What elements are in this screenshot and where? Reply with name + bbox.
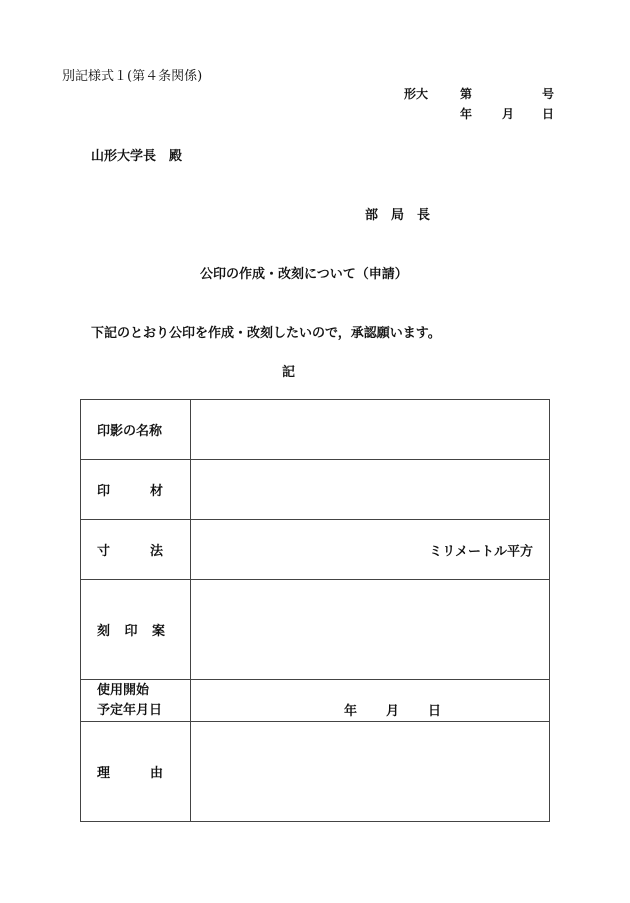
document-title: 公印の作成・改刻について（申請） (200, 267, 408, 282)
seal-name-label: 印影の名称 (81, 400, 191, 460)
material-value[interactable] (191, 460, 550, 520)
engraving-draft-value[interactable] (191, 580, 550, 680)
table-row (81, 722, 550, 822)
body-text: 下記のとおり公印を作成・改刻したいので，承認願います。 (91, 326, 441, 341)
form-reference: 別記様式１(第４条関係) (62, 69, 203, 84)
header-date-month: 月 (502, 107, 515, 121)
start-date-day: 日 (428, 704, 442, 719)
doc-number-go: 号 (542, 87, 555, 101)
reason-label: 理 由 (81, 722, 191, 822)
table-row (81, 580, 550, 680)
start-date-month: 月 (386, 704, 400, 719)
size-label: 寸 法 (81, 520, 191, 580)
doc-number-dai: 第 (460, 87, 473, 101)
table-row (81, 520, 550, 580)
start-date-year: 年 (344, 704, 358, 719)
reason-value[interactable] (191, 722, 550, 822)
ki-marker: 記 (282, 365, 296, 380)
doc-number-prefix: 形大 (404, 87, 429, 101)
material-label: 印 材 (81, 460, 191, 520)
table-row (81, 680, 550, 722)
size-unit: ミリメートル平方 (429, 544, 533, 559)
table-row (81, 400, 550, 460)
seal-name-value[interactable] (191, 400, 550, 460)
header-date-day: 日 (542, 107, 555, 121)
start-date-label: 使用開始 予定年月日 (81, 680, 191, 722)
engraving-draft-label: 刻 印 案 (81, 580, 191, 680)
table-row (81, 460, 550, 520)
header-date-year: 年 (460, 107, 473, 121)
application-table (80, 399, 550, 822)
size-value[interactable] (191, 520, 550, 580)
sender: 部 局 長 (365, 208, 431, 223)
start-date-value[interactable] (191, 680, 550, 722)
addressee: 山形大学長 殿 (91, 149, 183, 164)
